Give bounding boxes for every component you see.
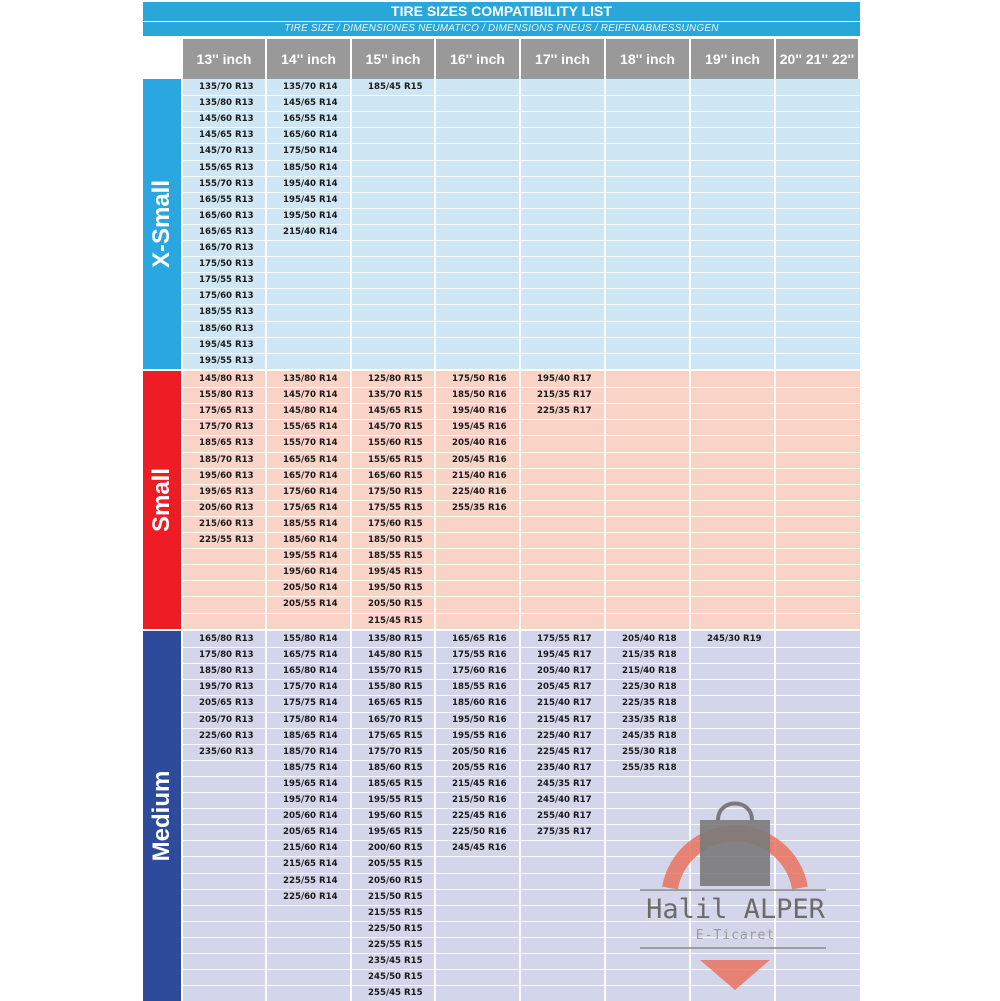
column-header: 17'' inch bbox=[521, 39, 606, 79]
tire-size-cell: 215/45 R17 bbox=[537, 715, 592, 725]
tire-size-cell: 135/80 R14 bbox=[283, 374, 338, 384]
tire-size-cell: 215/45 R16 bbox=[452, 779, 507, 789]
tire-size-cell: 165/60 R13 bbox=[199, 211, 254, 221]
tire-size-cell: 175/60 R13 bbox=[199, 291, 254, 301]
tire-size-cell: 195/55 R13 bbox=[199, 356, 254, 366]
tire-size-cell: 225/50 R16 bbox=[452, 827, 507, 837]
tire-size-cell: 195/70 R13 bbox=[199, 682, 254, 692]
tire-size-cell: 195/65 R13 bbox=[199, 487, 254, 497]
column-divider bbox=[774, 79, 776, 369]
tire-size-cell: 205/60 R14 bbox=[283, 811, 338, 821]
column-divider bbox=[434, 371, 436, 629]
tire-size-cell: 225/35 R18 bbox=[622, 698, 677, 708]
group-side-label bbox=[143, 631, 181, 1001]
tire-size-cell: 255/35 R16 bbox=[452, 503, 507, 513]
column-header: 16'' inch bbox=[436, 39, 521, 79]
tire-size-cell: 225/60 R14 bbox=[283, 892, 338, 902]
column-header: 19'' inch bbox=[691, 39, 776, 79]
tire-size-cell: 205/65 R13 bbox=[199, 698, 254, 708]
tire-size-cell: 225/40 R17 bbox=[537, 731, 592, 741]
tire-size-cell: 175/80 R13 bbox=[199, 650, 254, 660]
tire-size-cell: 225/45 R16 bbox=[452, 811, 507, 821]
tire-size-cell: 165/65 R16 bbox=[452, 634, 507, 644]
tire-size-cell: 195/45 R14 bbox=[283, 195, 338, 205]
tire-size-cell: 185/50 R15 bbox=[368, 535, 423, 545]
group-side-label bbox=[143, 371, 181, 629]
tire-size-cell: 255/35 R18 bbox=[622, 763, 677, 773]
tire-size-cell: 175/50 R14 bbox=[283, 146, 338, 156]
tire-size-cell: 195/40 R16 bbox=[452, 406, 507, 416]
tire-size-cell: 245/50 R15 bbox=[368, 972, 423, 982]
row-divider bbox=[183, 272, 860, 273]
tire-size-cell: 225/60 R13 bbox=[199, 731, 254, 741]
tire-size-cell: 145/80 R13 bbox=[199, 374, 254, 384]
tire-size-cell: 165/60 R14 bbox=[283, 130, 338, 140]
tire-size-cell: 165/75 R14 bbox=[283, 650, 338, 660]
tire-size-cell: 215/35 R18 bbox=[622, 650, 677, 660]
tire-size-cell: 205/40 R17 bbox=[537, 666, 592, 676]
tire-size-cell: 165/80 R13 bbox=[199, 634, 254, 644]
row-divider bbox=[183, 905, 860, 906]
tire-size-cell: 215/45 R15 bbox=[368, 616, 423, 626]
tire-size-cell: 185/65 R15 bbox=[368, 779, 423, 789]
column-divider bbox=[519, 79, 521, 369]
tire-size-cell: 195/60 R13 bbox=[199, 471, 254, 481]
tire-size-cell: 155/65 R15 bbox=[368, 455, 423, 465]
tire-size-cell: 185/70 R13 bbox=[199, 455, 254, 465]
tire-size-cell: 185/55 R15 bbox=[368, 551, 423, 561]
group-name: X-Small bbox=[148, 179, 175, 269]
tire-size-cell: 215/55 R15 bbox=[368, 908, 423, 918]
column-divider bbox=[689, 631, 691, 1001]
column-header: 18'' inch bbox=[606, 39, 691, 79]
column-divider bbox=[604, 631, 606, 1001]
tire-size-cell: 185/65 R14 bbox=[283, 731, 338, 741]
tire-size-cell: 245/45 R16 bbox=[452, 843, 507, 853]
tire-size-cell: 175/60 R16 bbox=[452, 666, 507, 676]
row-divider bbox=[183, 985, 860, 986]
column-divider bbox=[350, 631, 352, 1001]
tire-size-cell: 155/60 R15 bbox=[368, 438, 423, 448]
tire-size-cell: 215/40 R16 bbox=[452, 471, 507, 481]
tire-size-cell: 165/60 R15 bbox=[368, 471, 423, 481]
row-divider bbox=[183, 240, 860, 241]
tire-size-cell: 155/70 R14 bbox=[283, 438, 338, 448]
tire-size-cell: 175/55 R16 bbox=[452, 650, 507, 660]
tire-size-cell: 235/35 R18 bbox=[622, 715, 677, 725]
row-divider bbox=[183, 953, 860, 954]
tire-size-cell: 215/40 R17 bbox=[537, 698, 592, 708]
row-divider bbox=[183, 337, 860, 338]
column-divider bbox=[604, 371, 606, 629]
tire-size-cell: 145/70 R14 bbox=[283, 390, 338, 400]
tire-size-cell: 215/50 R16 bbox=[452, 795, 507, 805]
tire-size-cell: 175/65 R15 bbox=[368, 731, 423, 741]
tire-size-cell: 225/55 R13 bbox=[199, 535, 254, 545]
tire-size-cell: 235/60 R13 bbox=[199, 747, 254, 757]
tire-size-cell: 185/80 R13 bbox=[199, 666, 254, 676]
tire-size-cell: 195/70 R14 bbox=[283, 795, 338, 805]
tire-size-cell: 165/55 R14 bbox=[283, 114, 338, 124]
tire-size-cell: 185/60 R16 bbox=[452, 698, 507, 708]
tire-size-cell: 205/50 R14 bbox=[283, 583, 338, 593]
tire-size-cell: 175/60 R15 bbox=[368, 519, 423, 529]
tire-size-cell: 235/45 R15 bbox=[368, 956, 423, 966]
column-divider bbox=[774, 371, 776, 629]
tire-size-cell: 225/35 R17 bbox=[537, 406, 592, 416]
group-grid bbox=[183, 631, 860, 1001]
table-subtitle: TIRE SIZE / DIMENSIONES NEUMATICO / DIMENSIONS PNEUS / REIFENABMESSUNGEN bbox=[143, 22, 860, 36]
tire-size-cell: 175/65 R13 bbox=[199, 406, 254, 416]
tire-size-cell: 165/65 R15 bbox=[368, 698, 423, 708]
tire-size-cell: 145/80 R15 bbox=[368, 650, 423, 660]
watermark-name: Halil ALPER bbox=[646, 894, 825, 925]
column-header: 15'' inch bbox=[352, 39, 436, 79]
column-divider bbox=[265, 631, 267, 1001]
tire-size-cell: 275/35 R17 bbox=[537, 827, 592, 837]
row-divider bbox=[183, 969, 860, 970]
tire-size-cell: 135/80 R15 bbox=[368, 634, 423, 644]
tire-size-cell: 165/80 R14 bbox=[283, 666, 338, 676]
tire-size-cell: 175/70 R13 bbox=[199, 422, 254, 432]
tire-size-cell: 225/55 R14 bbox=[283, 876, 338, 886]
tire-size-cell: 205/50 R16 bbox=[452, 747, 507, 757]
tire-size-cell: 245/35 R18 bbox=[622, 731, 677, 741]
tire-size-cell: 185/55 R13 bbox=[199, 307, 254, 317]
tire-size-cell: 255/40 R17 bbox=[537, 811, 592, 821]
tire-size-cell: 225/55 R15 bbox=[368, 940, 423, 950]
tire-size-cell: 185/60 R15 bbox=[368, 763, 423, 773]
compatibility-sheet bbox=[143, 2, 860, 998]
tire-size-cell: 255/30 R18 bbox=[622, 747, 677, 757]
group-grid bbox=[183, 79, 860, 369]
tire-size-cell: 175/70 R14 bbox=[283, 682, 338, 692]
tire-size-cell: 165/55 R13 bbox=[199, 195, 254, 205]
column-header: 14'' inch bbox=[267, 39, 352, 79]
tire-size-cell: 205/55 R15 bbox=[368, 859, 423, 869]
tire-size-cell: 185/50 R16 bbox=[452, 390, 507, 400]
tire-size-cell: 145/65 R13 bbox=[199, 130, 254, 140]
column-divider bbox=[265, 371, 267, 629]
tire-size-cell: 200/60 R15 bbox=[368, 843, 423, 853]
column-divider bbox=[434, 631, 436, 1001]
tire-size-cell: 215/50 R15 bbox=[368, 892, 423, 902]
tire-size-cell: 195/50 R14 bbox=[283, 211, 338, 221]
tire-size-cell: 195/45 R13 bbox=[199, 340, 254, 350]
tire-size-cell: 195/40 R14 bbox=[283, 179, 338, 189]
column-divider bbox=[519, 371, 521, 629]
tire-size-cell: 245/35 R17 bbox=[537, 779, 592, 789]
tire-size-cell: 225/45 R17 bbox=[537, 747, 592, 757]
tire-size-cell: 185/55 R14 bbox=[283, 519, 338, 529]
tire-size-cell: 145/65 R15 bbox=[368, 406, 423, 416]
tire-size-cell: 205/40 R16 bbox=[452, 438, 507, 448]
tire-size-cell: 155/70 R13 bbox=[199, 179, 254, 189]
tire-size-cell: 135/70 R15 bbox=[368, 390, 423, 400]
tire-size-cell: 165/70 R15 bbox=[368, 715, 423, 725]
tire-size-cell: 135/70 R14 bbox=[283, 82, 338, 92]
tire-size-cell: 235/40 R17 bbox=[537, 763, 592, 773]
column-divider bbox=[689, 371, 691, 629]
tire-size-cell: 225/30 R18 bbox=[622, 682, 677, 692]
tire-size-cell: 175/55 R13 bbox=[199, 275, 254, 285]
tire-size-cell: 195/55 R16 bbox=[452, 731, 507, 741]
tire-size-cell: 205/50 R15 bbox=[368, 599, 423, 609]
tire-size-cell: 135/70 R13 bbox=[199, 82, 254, 92]
column-divider bbox=[434, 79, 436, 369]
tire-size-cell: 205/55 R14 bbox=[283, 599, 338, 609]
row-divider bbox=[183, 921, 860, 922]
tire-size-cell: 245/30 R19 bbox=[707, 634, 762, 644]
tire-size-cell: 165/70 R14 bbox=[283, 471, 338, 481]
group-name: Medium bbox=[148, 770, 175, 862]
tire-size-cell: 175/55 R15 bbox=[368, 503, 423, 513]
tire-size-cell: 175/50 R16 bbox=[452, 374, 507, 384]
group-side-label bbox=[143, 79, 181, 369]
tire-size-cell: 195/55 R14 bbox=[283, 551, 338, 561]
tire-size-cell: 245/40 R17 bbox=[537, 795, 592, 805]
column-header: 20'' 21'' 22'' bbox=[776, 39, 860, 79]
tire-size-cell: 175/50 R13 bbox=[199, 259, 254, 269]
group-name: Small bbox=[148, 467, 175, 533]
tire-size-cell: 195/45 R16 bbox=[452, 422, 507, 432]
column-divider bbox=[689, 79, 691, 369]
tire-size-cell: 175/55 R17 bbox=[537, 634, 592, 644]
tire-size-cell: 185/45 R15 bbox=[368, 82, 423, 92]
tire-size-cell: 215/65 R14 bbox=[283, 859, 338, 869]
column-divider bbox=[350, 371, 352, 629]
tire-size-cell: 195/45 R17 bbox=[537, 650, 592, 660]
column-divider bbox=[604, 79, 606, 369]
size-group bbox=[143, 79, 860, 369]
row-divider bbox=[183, 937, 860, 938]
tire-size-cell: 155/80 R15 bbox=[368, 682, 423, 692]
tire-size-cell: 175/50 R15 bbox=[368, 487, 423, 497]
tire-size-cell: 155/80 R13 bbox=[199, 390, 254, 400]
tire-size-cell: 205/70 R13 bbox=[199, 715, 254, 725]
tire-size-cell: 195/60 R15 bbox=[368, 811, 423, 821]
tire-size-cell: 165/65 R14 bbox=[283, 455, 338, 465]
tire-size-cell: 185/70 R14 bbox=[283, 747, 338, 757]
column-divider bbox=[350, 79, 352, 369]
column-header: 13'' inch bbox=[183, 39, 267, 79]
tire-size-cell: 215/60 R13 bbox=[199, 519, 254, 529]
tire-size-cell: 145/60 R13 bbox=[199, 114, 254, 124]
row-divider bbox=[183, 304, 860, 305]
row-divider bbox=[183, 321, 860, 322]
tire-size-cell: 175/75 R14 bbox=[283, 698, 338, 708]
tire-size-cell: 195/40 R17 bbox=[537, 374, 592, 384]
tire-size-cell: 135/80 R13 bbox=[199, 98, 254, 108]
column-divider bbox=[265, 79, 267, 369]
tire-size-cell: 145/70 R13 bbox=[199, 146, 254, 156]
tire-size-cell: 145/80 R14 bbox=[283, 406, 338, 416]
tire-size-cell: 195/50 R15 bbox=[368, 583, 423, 593]
tire-size-cell: 215/40 R18 bbox=[622, 666, 677, 676]
tire-size-cell: 155/65 R13 bbox=[199, 163, 254, 173]
tire-size-cell: 175/65 R14 bbox=[283, 503, 338, 513]
tire-size-cell: 215/60 R14 bbox=[283, 843, 338, 853]
size-group bbox=[143, 631, 860, 1001]
row-divider bbox=[183, 353, 860, 354]
column-divider bbox=[519, 631, 521, 1001]
tire-size-cell: 195/60 R14 bbox=[283, 567, 338, 577]
row-divider bbox=[183, 288, 860, 289]
tire-size-cell: 205/45 R17 bbox=[537, 682, 592, 692]
tire-size-cell: 185/55 R16 bbox=[452, 682, 507, 692]
tire-size-cell: 175/60 R14 bbox=[283, 487, 338, 497]
tire-size-cell: 225/40 R16 bbox=[452, 487, 507, 497]
tire-size-cell: 205/45 R16 bbox=[452, 455, 507, 465]
tire-size-cell: 195/50 R16 bbox=[452, 715, 507, 725]
tire-size-cell: 185/60 R13 bbox=[199, 324, 254, 334]
tire-size-cell: 185/50 R14 bbox=[283, 163, 338, 173]
tire-size-cell: 155/65 R14 bbox=[283, 422, 338, 432]
tire-size-cell: 185/65 R13 bbox=[199, 438, 254, 448]
tire-size-cell: 165/65 R13 bbox=[199, 227, 254, 237]
tire-size-cell: 195/65 R14 bbox=[283, 779, 338, 789]
tire-size-cell: 155/70 R15 bbox=[368, 666, 423, 676]
tire-size-cell: 205/60 R13 bbox=[199, 503, 254, 513]
tire-size-cell: 215/35 R17 bbox=[537, 390, 592, 400]
tire-size-cell: 225/50 R15 bbox=[368, 924, 423, 934]
row-divider bbox=[183, 613, 860, 614]
tire-size-cell: 205/65 R14 bbox=[283, 827, 338, 837]
group-grid bbox=[183, 371, 860, 629]
table-title: TIRE SIZES COMPATIBILITY LIST bbox=[143, 2, 860, 21]
tire-size-cell: 215/40 R14 bbox=[283, 227, 338, 237]
tire-size-cell: 165/70 R13 bbox=[199, 243, 254, 253]
tire-size-cell: 145/65 R14 bbox=[283, 98, 338, 108]
tire-size-cell: 125/80 R15 bbox=[368, 374, 423, 384]
tire-size-cell: 155/80 R14 bbox=[283, 634, 338, 644]
tire-size-cell: 195/45 R15 bbox=[368, 567, 423, 577]
tire-size-cell: 145/70 R15 bbox=[368, 422, 423, 432]
tire-size-cell: 205/55 R16 bbox=[452, 763, 507, 773]
column-divider bbox=[774, 631, 776, 1001]
tire-size-cell: 205/60 R15 bbox=[368, 876, 423, 886]
tire-size-cell: 185/60 R14 bbox=[283, 535, 338, 545]
tire-size-cell: 175/80 R14 bbox=[283, 715, 338, 725]
tire-size-cell: 175/70 R15 bbox=[368, 747, 423, 757]
watermark-subtitle: E-Ticaret bbox=[695, 928, 776, 943]
tire-size-cell: 185/75 R14 bbox=[283, 763, 338, 773]
row-divider bbox=[183, 256, 860, 257]
tire-size-cell: 195/65 R15 bbox=[368, 827, 423, 837]
size-group bbox=[143, 371, 860, 629]
tire-size-cell: 255/45 R15 bbox=[368, 988, 423, 998]
tire-size-cell: 205/40 R18 bbox=[622, 634, 677, 644]
tire-size-cell: 195/55 R15 bbox=[368, 795, 423, 805]
